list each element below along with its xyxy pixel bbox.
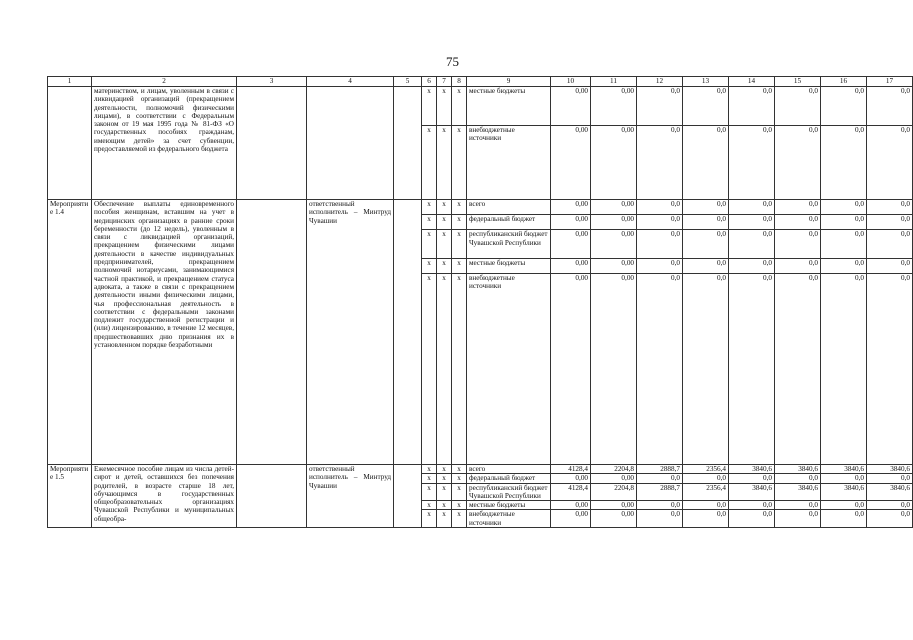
value-cell: 0,00 [551, 274, 591, 465]
value-cell: 0,0 [683, 230, 729, 259]
value-cell: 0,0 [775, 274, 821, 465]
value-cell: 0,0 [821, 258, 867, 273]
value-cell: 0,0 [637, 274, 683, 465]
value-cell: 0,0 [867, 126, 913, 200]
value-cell: 3840,6 [729, 465, 775, 474]
column-header: 14 [729, 77, 775, 87]
value-cell: 0,0 [775, 215, 821, 230]
column-header: 1 [48, 77, 92, 87]
value-cell: 0,0 [637, 200, 683, 215]
value-cell: 0,0 [729, 126, 775, 200]
value-cell: 0,00 [551, 258, 591, 273]
column-header: 12 [637, 77, 683, 87]
value-cell: 0,0 [775, 474, 821, 483]
funding-table [47, 76, 913, 528]
empty-cell [394, 200, 422, 465]
code-cell: x [437, 230, 452, 259]
column-header: 11 [591, 77, 637, 87]
value-cell: 0,0 [775, 258, 821, 273]
value-cell: 0,0 [775, 87, 821, 126]
value-cell: 0,00 [591, 501, 637, 510]
code-cell: x [437, 274, 452, 465]
table-row [48, 200, 913, 215]
code-cell: x [452, 200, 467, 215]
funding-source: республиканский бюджет Чувашской Республики [467, 230, 551, 259]
value-cell: 3840,6 [821, 465, 867, 474]
value-cell: 0,0 [821, 126, 867, 200]
value-cell: 0,0 [729, 274, 775, 465]
page-number: 75 [446, 54, 459, 69]
code-cell: x [437, 200, 452, 215]
code-cell: x [452, 126, 467, 200]
value-cell: 0,0 [683, 87, 729, 126]
code-cell: x [452, 215, 467, 230]
value-cell: 0,0 [821, 200, 867, 215]
value-cell: 4128,4 [551, 483, 591, 501]
value-cell: 0,0 [683, 258, 729, 273]
code-cell: x [452, 230, 467, 259]
value-cell: 0,0 [821, 501, 867, 510]
funding-source: внебюджетные источники [467, 274, 551, 465]
value-cell: 0,0 [867, 474, 913, 483]
value-cell: 0,0 [683, 501, 729, 510]
value-cell: 2356,4 [683, 483, 729, 501]
value-cell: 3840,6 [775, 483, 821, 501]
measure-description: Обеспечение выплаты единовременного пособия женщинам, вставшим на учет в медицинских организациях в ранние сроки беременности (до 12 недель), уволенным в связи с ликвидацией организаций, прекращением физическими лицами деятельности в качестве индивидуальных предпринимателей, прекращением полномочий нотариусами, занимающимися частной практикой, и прекращением статуса адвоката, а также в связи с прекращением деятельности иными физическими лицами, чья профессиональная деятельность в соответствии с федеральными законами подлежит государственной регистрации и (или) лицензированию, в течение 12 месяцев, предшествовавших дню признания их в установленном порядке безработными [92, 200, 237, 465]
empty-cell [394, 465, 422, 528]
value-cell: 0,0 [683, 215, 729, 230]
value-cell: 0,0 [637, 510, 683, 528]
column-header: 10 [551, 77, 591, 87]
value-cell: 0,0 [867, 200, 913, 215]
code-cell: x [422, 474, 437, 483]
value-cell: 0,0 [867, 215, 913, 230]
value-cell: 0,0 [821, 215, 867, 230]
value-cell: 0,00 [551, 474, 591, 483]
value-cell: 0,00 [551, 215, 591, 230]
value-cell: 0,0 [867, 230, 913, 259]
value-cell: 0,0 [637, 87, 683, 126]
value-cell: 0,0 [637, 474, 683, 483]
value-cell: 0,0 [775, 126, 821, 200]
executor-cell: ответственный исполнитель – Минтруд Чувашии [307, 200, 394, 465]
executor-cell [307, 87, 394, 200]
funding-source: местные бюджеты [467, 258, 551, 273]
value-cell: 0,00 [591, 274, 637, 465]
code-cell: x [422, 230, 437, 259]
value-cell: 0,0 [637, 501, 683, 510]
code-cell: x [437, 510, 452, 528]
empty-cell [237, 465, 307, 528]
code-cell: x [437, 474, 452, 483]
value-cell: 0,0 [729, 200, 775, 215]
value-cell: 0,00 [591, 474, 637, 483]
code-cell: x [422, 510, 437, 528]
column-header: 5 [394, 77, 422, 87]
code-cell: x [437, 465, 452, 474]
value-cell: 4128,4 [551, 465, 591, 474]
value-cell: 0,0 [821, 87, 867, 126]
measure-cell [48, 87, 92, 200]
value-cell: 0,0 [775, 510, 821, 528]
column-header: 15 [775, 77, 821, 87]
value-cell: 0,0 [683, 474, 729, 483]
value-cell: 0,00 [591, 126, 637, 200]
value-cell: 0,0 [775, 230, 821, 259]
value-cell: 0,00 [551, 230, 591, 259]
value-cell: 3840,6 [867, 465, 913, 474]
measure-title: Мероприятие 1.5 [48, 465, 92, 528]
value-cell: 0,0 [683, 126, 729, 200]
value-cell: 0,0 [729, 474, 775, 483]
code-cell: x [422, 483, 437, 501]
code-cell: x [422, 126, 437, 200]
value-cell: 0,0 [729, 510, 775, 528]
value-cell: 0,0 [821, 474, 867, 483]
value-cell: 0,0 [729, 258, 775, 273]
value-cell: 3840,6 [775, 465, 821, 474]
value-cell: 0,00 [591, 510, 637, 528]
value-cell: 0,0 [821, 274, 867, 465]
funding-source: местные бюджеты [467, 501, 551, 510]
header-row [48, 77, 913, 87]
column-header: 8 [452, 77, 467, 87]
column-header: 2 [92, 77, 237, 87]
code-cell: x [437, 87, 452, 126]
value-cell: 0,0 [821, 230, 867, 259]
value-cell: 0,0 [683, 510, 729, 528]
code-cell: x [452, 510, 467, 528]
code-cell: x [422, 215, 437, 230]
column-header: 3 [237, 77, 307, 87]
funding-source: федеральный бюджет [467, 474, 551, 483]
empty-cell [394, 87, 422, 200]
code-cell: x [452, 474, 467, 483]
column-header: 13 [683, 77, 729, 87]
value-cell: 0,0 [867, 274, 913, 465]
value-cell: 0,0 [637, 258, 683, 273]
value-cell: 0,00 [591, 87, 637, 126]
measure-description: Ежемесячное пособие лицам из числа детей-сирот и детей, оставшихся без попечения родителей, в возрасте старше 18 лет, обучающимся в государственных общеобразовательных организациях Чувашской Республики и муниципальных общеобра- [92, 465, 237, 528]
column-header: 17 [867, 77, 913, 87]
value-cell: 3840,6 [729, 483, 775, 501]
funding-source: внебюджетные источники [467, 510, 551, 528]
value-cell: 0,0 [637, 230, 683, 259]
code-cell: x [422, 200, 437, 215]
value-cell: 0,0 [867, 87, 913, 126]
code-cell: x [437, 501, 452, 510]
value-cell: 0,0 [821, 510, 867, 528]
table-row [48, 465, 913, 474]
value-cell: 2888,7 [637, 483, 683, 501]
funding-source: всего [467, 465, 551, 474]
code-cell: x [422, 501, 437, 510]
value-cell: 2888,7 [637, 465, 683, 474]
value-cell: 0,00 [551, 200, 591, 215]
value-cell: 0,0 [683, 200, 729, 215]
column-header: 16 [821, 77, 867, 87]
funding-source: всего [467, 200, 551, 215]
value-cell: 0,0 [775, 200, 821, 215]
code-cell: x [422, 87, 437, 126]
code-cell: x [437, 483, 452, 501]
value-cell: 0,00 [551, 510, 591, 528]
column-header: 6 [422, 77, 437, 87]
column-header: 9 [467, 77, 551, 87]
column-header: 7 [437, 77, 452, 87]
table-row [48, 87, 913, 126]
value-cell: 0,00 [591, 200, 637, 215]
value-cell: 0,0 [637, 126, 683, 200]
value-cell: 0,0 [729, 501, 775, 510]
code-cell: x [452, 258, 467, 273]
code-cell: x [437, 215, 452, 230]
value-cell: 2204,8 [591, 483, 637, 501]
code-cell: x [437, 126, 452, 200]
value-cell: 0,0 [775, 501, 821, 510]
code-cell: x [422, 258, 437, 273]
code-cell: x [452, 274, 467, 465]
value-cell: 2356,4 [683, 465, 729, 474]
funding-source: федеральный бюджет [467, 215, 551, 230]
code-cell: x [422, 465, 437, 474]
value-cell: 0,00 [591, 230, 637, 259]
value-cell: 0,0 [683, 274, 729, 465]
column-header: 4 [307, 77, 394, 87]
value-cell: 2204,8 [591, 465, 637, 474]
measure-description: материнством, и лицам, уволенным в связи с ликвидацией организаций (прекращением деятельности, полномочий физическими лицами), в соответствии с Федеральным законом от 19 мая 1995 года № 81-ФЗ «О государственных пособиях гражданам, имеющим детей» за счет субвенции, предоставляемой из федерального бюджета [92, 87, 237, 200]
code-cell: x [452, 501, 467, 510]
empty-cell [237, 87, 307, 200]
code-cell: x [452, 483, 467, 501]
value-cell: 0,00 [551, 501, 591, 510]
value-cell: 3840,6 [867, 483, 913, 501]
value-cell: 0,0 [867, 501, 913, 510]
value-cell: 0,0 [729, 87, 775, 126]
empty-cell [237, 200, 307, 465]
value-cell: 0,0 [729, 215, 775, 230]
code-cell: x [452, 87, 467, 126]
value-cell: 3840,6 [821, 483, 867, 501]
value-cell: 0,00 [551, 126, 591, 200]
value-cell: 0,00 [551, 87, 591, 126]
measure-title: Мероприятие 1.4 [48, 200, 92, 465]
funding-source: местные бюджеты [467, 87, 551, 126]
executor-cell: ответственный исполнитель – Минтруд Чувашии [307, 465, 394, 528]
funding-source: республиканский бюджет Чувашской Республики [467, 483, 551, 501]
value-cell: 0,00 [591, 258, 637, 273]
code-cell: x [437, 258, 452, 273]
value-cell: 0,0 [867, 510, 913, 528]
value-cell: 0,00 [591, 215, 637, 230]
value-cell: 0,0 [637, 215, 683, 230]
value-cell: 0,0 [729, 230, 775, 259]
value-cell: 0,0 [867, 258, 913, 273]
code-cell: x [422, 274, 437, 465]
funding-source: внебюджетные источники [467, 126, 551, 200]
code-cell: x [452, 465, 467, 474]
